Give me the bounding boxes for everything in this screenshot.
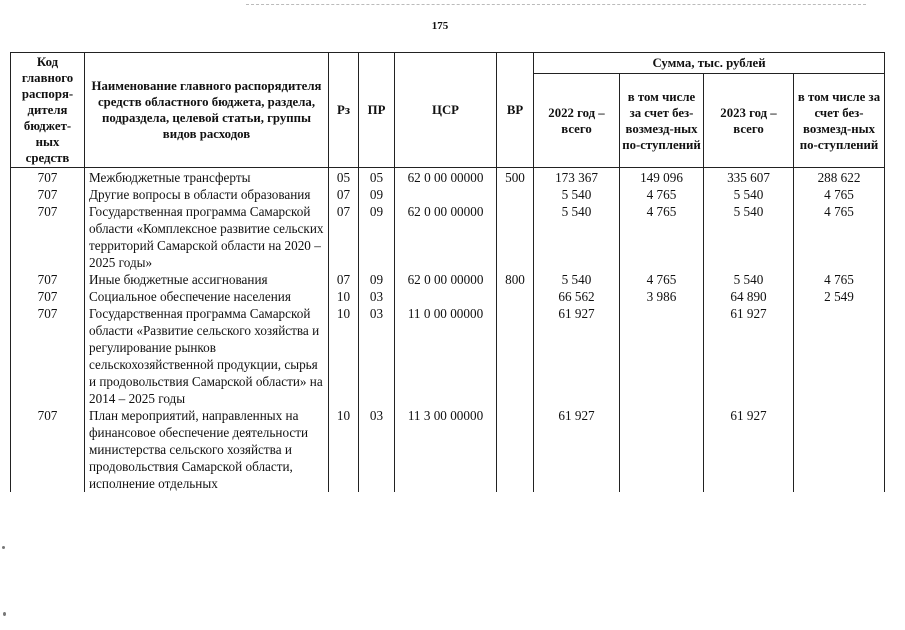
cell-2022-free: 3 986 [620, 288, 704, 305]
cell-2023-total: 5 540 [704, 186, 794, 203]
cell-pr: 09 [359, 271, 395, 288]
cell-2022-total: 5 540 [534, 203, 620, 271]
cell-rz: 07 [329, 271, 359, 288]
cell-2023-total: 61 927 [704, 305, 794, 407]
scan-artifact-line [246, 4, 866, 5]
cell-vr [497, 186, 534, 203]
header-vr: ВР [497, 53, 534, 168]
cell-csr: 11 3 00 00000 [395, 407, 497, 492]
cell-vr [497, 288, 534, 305]
cell-name: Межбюджетные трансферты [85, 168, 329, 187]
table-row [11, 186, 885, 203]
cell-code: 707 [11, 186, 85, 203]
header-rz: Рз [329, 53, 359, 168]
header-2023-total: 2023 год – всего [704, 74, 794, 168]
table-header [11, 53, 885, 168]
cell-name: Государственная программа Самарской области «Развитие сельского хозяйства и регулирование рынков сельскохозяйственной продукции, сырья и продовольствия Самарской области» на 2014 – 2025 годы [85, 305, 329, 407]
table-row [11, 288, 885, 305]
cell-csr: 11 0 00 00000 [395, 305, 497, 407]
cell-2023-total: 64 890 [704, 288, 794, 305]
cell-2023-free: 2 549 [794, 288, 885, 305]
cell-name: Социальное обеспечение населения [85, 288, 329, 305]
cell-rz: 07 [329, 186, 359, 203]
header-2022-total: 2022 год – всего [534, 74, 620, 168]
cell-csr: 62 0 00 00000 [395, 271, 497, 288]
cell-rz: 10 [329, 305, 359, 407]
cell-code: 707 [11, 271, 85, 288]
cell-csr: 62 0 00 00000 [395, 203, 497, 271]
header-csr: ЦСР [395, 53, 497, 168]
header-name: Наименование главного распорядителя средств областного бюджета, раздела, подраздела, целевой статьи, группы видов расходов [85, 53, 329, 168]
budget-table [10, 52, 885, 492]
cell-vr: 500 [497, 168, 534, 187]
cell-2023-free [794, 407, 885, 492]
cell-pr: 09 [359, 203, 395, 271]
cell-pr: 03 [359, 305, 395, 407]
cell-name: Иные бюджетные ассигнования [85, 271, 329, 288]
cell-2022-free: 4 765 [620, 271, 704, 288]
cell-pr: 05 [359, 168, 395, 187]
header-sum: Сумма, тыс. рублей [534, 53, 885, 74]
cell-2022-free: 4 765 [620, 203, 704, 271]
cell-rz: 07 [329, 203, 359, 271]
cell-2022-total: 173 367 [534, 168, 620, 187]
cell-rz: 10 [329, 288, 359, 305]
table-body [11, 168, 885, 493]
cell-rz: 05 [329, 168, 359, 187]
cell-2022-total: 61 927 [534, 305, 620, 407]
cell-2022-free [620, 407, 704, 492]
cell-2023-total: 5 540 [704, 203, 794, 271]
cell-code: 707 [11, 203, 85, 271]
cell-2022-free: 4 765 [620, 186, 704, 203]
cell-2022-total: 5 540 [534, 186, 620, 203]
table-row [11, 168, 885, 187]
cell-code: 707 [11, 305, 85, 407]
table-row [11, 305, 885, 407]
cell-pr: 03 [359, 288, 395, 305]
cell-pr: 09 [359, 186, 395, 203]
header-code: Код главного распоря-дителя бюджет-ных средств [11, 53, 85, 168]
header-pr: ПР [359, 53, 395, 168]
cell-vr [497, 407, 534, 492]
table-row [11, 407, 885, 492]
cell-pr: 03 [359, 407, 395, 492]
cell-name: Государственная программа Самарской области «Комплексное развитие сельских территорий Самарской области на 2020 – 2025 годы» [85, 203, 329, 271]
cell-code: 707 [11, 168, 85, 187]
cell-csr: 62 0 00 00000 [395, 168, 497, 187]
cell-2023-total: 5 540 [704, 271, 794, 288]
scan-speck [3, 612, 6, 616]
cell-2022-free: 149 096 [620, 168, 704, 187]
cell-2023-total: 61 927 [704, 407, 794, 492]
header-2022-free: в том числе за счет без-возмезд-ных по-ступлений [620, 74, 704, 168]
cell-2023-free [794, 305, 885, 407]
cell-2023-free: 4 765 [794, 203, 885, 271]
cell-2023-total: 335 607 [704, 168, 794, 187]
cell-vr [497, 203, 534, 271]
cell-2023-free: 4 765 [794, 186, 885, 203]
cell-name: План мероприятий, направленных на финансовое обеспечение деятельности министерства сельского хозяйства и продовольствия Самарской области, исполнение отдельных [85, 407, 329, 492]
cell-2022-total: 66 562 [534, 288, 620, 305]
cell-csr [395, 288, 497, 305]
cell-code: 707 [11, 407, 85, 492]
scan-speck [2, 546, 5, 549]
cell-2023-free: 4 765 [794, 271, 885, 288]
cell-2023-free: 288 622 [794, 168, 885, 187]
table-row [11, 203, 885, 271]
header-2023-free: в том числе за счет без-возмезд-ных по-ступлений [794, 74, 885, 168]
table-row [11, 271, 885, 288]
cell-2022-total: 5 540 [534, 271, 620, 288]
cell-rz: 10 [329, 407, 359, 492]
cell-vr: 800 [497, 271, 534, 288]
cell-vr [497, 305, 534, 407]
cell-2022-total: 61 927 [534, 407, 620, 492]
cell-2022-free [620, 305, 704, 407]
cell-name: Другие вопросы в области образования [85, 186, 329, 203]
page-number: 175 [431, 20, 449, 32]
cell-code: 707 [11, 288, 85, 305]
cell-csr [395, 186, 497, 203]
